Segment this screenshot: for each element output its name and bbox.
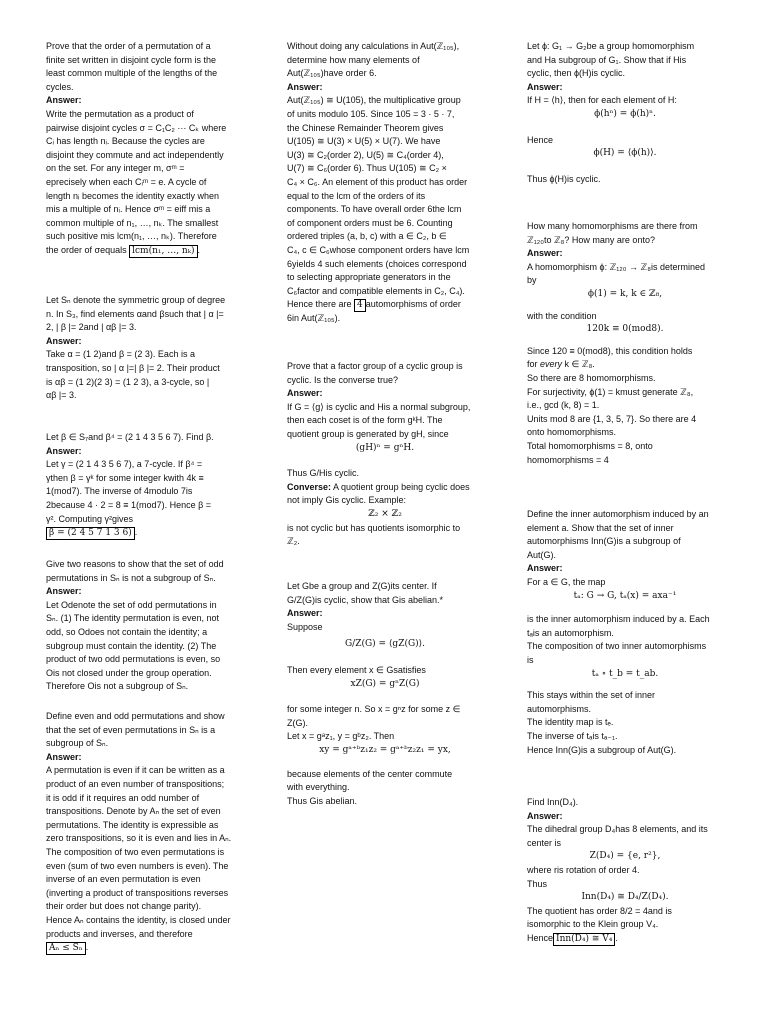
question-line: Find Inn(D₄). [527, 797, 579, 807]
question-line: Aut(ℤ₁₀₅)have order 6. [287, 68, 377, 79]
answer-line: such positive mis lcm(n₁, …, nₖ). Therefore [46, 231, 217, 242]
question-line: How many homomorphisms are there from [527, 221, 698, 231]
answer-line: the Chinese Remainder Theorem gives [287, 122, 444, 133]
question-symmetric-group-elements [46, 294, 242, 403]
question-count-homomorphisms [527, 220, 723, 467]
answer-label: Answer: [46, 95, 82, 106]
answer-line: C₄, c ∈ C₆whose component orders have lcm [287, 244, 470, 255]
answer-line: 6in Aut(ℤ₁₀₅). [287, 313, 341, 324]
final-answer-line [287, 298, 483, 312]
final-suffix: . [615, 932, 618, 943]
answer-line: homomorphisms = 4 [527, 454, 609, 465]
answer-line: Aut(ℤ₁₀₅) ≅ U(105), the multiplicative group [287, 95, 461, 106]
question-line: Prove that the order of a permutation of a [46, 41, 211, 51]
question-line: least common multiple of the lengths of the [46, 68, 218, 79]
answer-line: Let γ = (2 1 4 3 5 6 7), a 7-cycle. If β⁴ = [46, 459, 203, 470]
answer-line: equal to the lcm of the orders of its [287, 190, 426, 201]
question-inn-d4 [527, 796, 723, 946]
answer-line: Hence [527, 134, 554, 145]
answer-line: with everything. [287, 782, 350, 793]
converse-line [287, 481, 483, 495]
final-prefix: Hence there are [287, 299, 355, 310]
answer-label: Answer: [527, 81, 563, 92]
converse-text: A quotient group being cyclic does [331, 481, 470, 492]
answer-line: mis a multiple of nᵢ. Hence σᵐ = eiff mis a [46, 204, 211, 215]
question-line: Give two reasons to show that the set of odd [46, 559, 224, 569]
answer-line: If G = ⟨g⟩ is cyclic and His a normal subgroup, [287, 401, 471, 412]
answer-line: isomorphic to the Klein group V₄. [527, 919, 659, 930]
answer-line: for some integer n. So x = gⁿz for some z ∈ [287, 704, 461, 715]
answer-line: automorphisms. [527, 703, 592, 714]
question-center-abelian [287, 580, 483, 808]
answer-line: product of an even number of transpositions; [46, 778, 225, 789]
answer-line: common multiple of n₁, …, nₖ. The smallest [46, 217, 219, 228]
answer-line: U(105) ≅ U(3) × U(5) × U(7). We have [287, 136, 441, 147]
answer-line: Take α = (1 2)and β = (2 3). Each is a [46, 349, 195, 360]
answer-line: length nᵢ becomes the identity exactly when [46, 190, 220, 201]
answer-line: on the set. For any integer m, σᵐ = [46, 163, 185, 174]
answer-line: For a ∈ G, the map [527, 576, 606, 587]
answer-line: not imply Gis cyclic. Example: [287, 495, 407, 506]
display-equation: G/Z(G) = ⟨gZ(G)⟩. [344, 639, 426, 650]
answer-line: A permutation is even if it can be written as a [46, 765, 225, 776]
answer-line: Units mod 8 are {1, 3, 5, 7}. So there are 4 [527, 413, 697, 424]
answer-line: γthen β = γᵏ for some integer kwith 4k ≡ [46, 472, 204, 483]
answer-line: Write the permutation as a product of [46, 108, 194, 119]
question-line: and Ha subgroup of G₁. Show that if His [527, 54, 687, 65]
answer-line: with the condition [527, 310, 597, 321]
final-prefix: the order of σequals [46, 244, 130, 255]
answer-line: γ². Computing γ²gives [46, 513, 134, 524]
answer-line: Therefore Ois not a subgroup of Sₙ. [46, 681, 189, 692]
answer-line: zero transpositions, so it is even and lies in Aₙ. [46, 833, 232, 844]
answer-line: disjoint they commute and act independently [46, 149, 224, 160]
answer-line: U(7) ≅ C₆(order 6). Thus U(105) ≅ C₂ × [287, 163, 447, 174]
answer-line: The composition of two inner automorphisms [527, 641, 707, 652]
question-odd-permutations [46, 558, 242, 694]
boxed-answer: Aₙ ≤ Sₙ [46, 942, 86, 955]
answer-line [527, 358, 723, 372]
answer-line: products and inverses, and therefore [46, 928, 193, 939]
display-equation: 120k ≡ 0(mod8). [586, 324, 664, 335]
question-line: cycles. [46, 81, 74, 92]
question-line: 2, | β |= 2and | αβ |= 3. [46, 322, 137, 333]
answer-line: then each coset is of the form gᵏH. The [287, 415, 443, 426]
answer-line: center is [527, 837, 562, 848]
answer-line: The quotient has order 8/2 = 4and is [527, 905, 672, 916]
converse-label: Converse: [287, 481, 332, 492]
answer-line: Hence Inn(G)is a subgroup of Aut(G). [527, 744, 677, 755]
answer-label: Answer: [527, 810, 563, 821]
answer-line: So there are 8 homomorphisms. [527, 372, 656, 383]
answer-label: Answer: [46, 586, 82, 597]
answer-label: Answer: [287, 388, 323, 399]
boxed-answer: β = (2 4 5 7 1 3 6) [46, 527, 135, 540]
answer-label: Answer: [287, 81, 323, 92]
final-suffix: automorphisms of order [365, 299, 461, 310]
question-order-of-permutation [46, 40, 242, 258]
answer-line: Thus [527, 878, 548, 889]
answer-label: Answer: [46, 445, 82, 456]
answer-line: Z(G). [287, 717, 308, 728]
final-suffix: . [197, 244, 201, 255]
answer-line: because elements of the center commute [287, 768, 453, 779]
answer-line: tₐis an automorphism. [527, 627, 614, 638]
final-suffix: . [85, 942, 89, 953]
answer-line: even (sum of two even numbers is even). The [46, 860, 229, 871]
answer-line: onto homomorphisms. [527, 427, 617, 438]
final-suffix: . [134, 527, 138, 538]
answer-line: (inverting a product of transpositions reverses [46, 887, 229, 898]
question-find-beta [46, 431, 242, 540]
question-line: Let ϕ: G₁ → G₂be a group homomorphism [527, 41, 695, 51]
question-line: Define even and odd permutations and show [46, 711, 225, 721]
answer-line: A homomorphism ϕ: ℤ₁₂₀ → ℤ₈is determined [527, 261, 705, 272]
answer-line: The dihedral group D₄has 8 elements, and its [527, 824, 708, 835]
answer-line: by [527, 275, 537, 286]
answer-line: components. To have overall order 6the lcm [287, 204, 462, 215]
question-line: Define the inner automorphism induced by an [527, 509, 709, 519]
boxed-answer: Inn(D₄) ≅ V₄ [553, 933, 615, 946]
question-line: finite set written in disjoint cycle form is the [46, 54, 217, 65]
question-line: subgroup of Sₙ. [46, 738, 109, 749]
final-answer-line [46, 244, 242, 258]
answer-line: C₄ × C₆. An element of this product has order [287, 176, 468, 187]
answer-line: U(3) ≅ C₂(order 2), U(5) ≅ C₄(order 4), [287, 149, 444, 160]
answer-line: The composition of two even permutations is [46, 846, 225, 857]
answer-line: is the inner automorphism induced by a. Each [527, 614, 710, 625]
answer-line: Thus G/His cyclic. [287, 468, 360, 479]
question-line: element a. Show that the set of inner [527, 522, 674, 533]
answer-line: ℤ₂. [287, 536, 300, 547]
answer-line: transpositions. Denote by Aₙ the set of even [46, 806, 221, 817]
final-prefix: Hence [527, 932, 554, 943]
final-answer-line [46, 941, 242, 955]
answer-line: Then every element x ∈ Gsatisfies [287, 664, 426, 675]
question-homomorphism-cyclic-image [527, 40, 723, 186]
answer-line: it is odd if it requires an odd number of [46, 792, 200, 803]
answer-line: C₆factor and compatible elements in C₂, C₄). [287, 285, 465, 296]
question-line: G/Z(G)is cyclic, show that Gis abelian.* [287, 594, 444, 605]
display-equation: (gH)ⁿ = gⁿH. [355, 442, 415, 453]
answer-line: permutations. The identity is expressible as [46, 819, 219, 830]
display-equation: tₐ ∘ t_b = t_ab. [591, 668, 659, 679]
answer-line: Suppose [287, 621, 323, 632]
question-line: Let β ∈ S₇and β⁴ = (2 1 4 3 5 6 7). Find β. [46, 432, 214, 442]
question-line: Let Sₙ denote the symmetric group of degree [46, 295, 226, 305]
question-inner-automorphisms [527, 508, 723, 757]
question-line: ℤ₁₂₀to ℤ₈? How many are onto? [527, 234, 655, 245]
display-equation: ℤ₂ × ℤ₂ [368, 508, 402, 519]
answer-line: of component orders must be 6. Counting [287, 217, 453, 228]
answer-line: 6yields 4 such elements (choices correspond [287, 258, 467, 269]
answer-line: Ois not closed under the group operation. [46, 667, 212, 678]
final-answer-line [46, 526, 242, 540]
question-line: permutations in Sₙ is not a subgroup of Sₙ. [46, 572, 216, 583]
question-line: n. In S₃, find elements αand βsuch that | α |= [46, 308, 224, 319]
answer-line: Cᵢ has length nᵢ. Because the cycles are [46, 136, 205, 147]
answer-line: i.e., gcd (k, 8) = 1. [527, 400, 600, 411]
answer-line: pairwise disjoint cycles σ = C₁C₂ ··· Cₖ where [46, 122, 227, 133]
question-automorphisms-z105 [287, 40, 483, 326]
answer-line: is αβ = (1 2)(2 3) = (1 2 3), a 3-cycle, so | [46, 376, 210, 387]
text-fragment: for [527, 359, 541, 370]
answer-line: Thus ϕ(H)is cyclic. [527, 173, 601, 184]
question-line: Aut(G). [527, 549, 557, 560]
display-equation: ϕ(hⁿ) = ϕ(h)ⁿ. [594, 108, 656, 119]
answer-line: Thus Gis abelian. [287, 795, 358, 806]
answer-line: inverse of an even permutation is even [46, 874, 201, 885]
answer-line: For surjectivity, ϕ(1) = kmust generate ℤ₈, [527, 386, 694, 397]
answer-line: ordered triples (a, b, c) with a ∈ C₂, b ∈ [287, 231, 447, 242]
answer-line: Hence Aₙ contains the identity, is closed under [46, 914, 231, 925]
emphasis: every [540, 359, 563, 370]
boxed-answer: 4 [354, 299, 366, 312]
question-even-permutations [46, 710, 242, 955]
answer-line: eprecisely when each Cᵢᵐ = e. A cycle of [46, 176, 207, 187]
answer-line: where ris rotation of order 4. [527, 864, 640, 875]
answer-label: Answer: [46, 751, 82, 762]
boxed-answer: lcm(n₁, …, nₖ) [129, 245, 197, 258]
answer-line: to selecting appropriate generators in the [287, 272, 451, 283]
answer-label: Answer: [287, 608, 323, 619]
answer-line: of units modulo 105. Since 105 = 3 · 5 · 7, [287, 108, 455, 119]
question-line: Without doing any calculations in Aut(ℤ₁₀₅), [287, 41, 460, 51]
answer-line: transposition, so | α |=| β |= 2. Their product [46, 362, 220, 373]
question-line: determine how many elements of [287, 54, 420, 65]
display-equation: tₐ: G → G, tₐ(x) = axa⁻¹ [573, 590, 677, 601]
display-equation: xZ(G) = gⁿZ(G) [350, 678, 420, 689]
answer-line: their order but does not change parity). [46, 901, 202, 912]
text-fragment: k ∈ ℤ₈. [562, 359, 595, 370]
question-line: cyclic, then ϕ(H)is cyclic. [527, 68, 626, 79]
question-line: that the set of even permutations in Sₙ is a [46, 724, 216, 735]
answer-line: 2because 4 · 2 = 8 ≡ 1(mod7). Hence β = [46, 499, 212, 510]
display-equation: xy = gᵃ⁺ᵇz₁z₂ = gᵃ⁺ᵇz₂z₁ = yx, [319, 744, 451, 755]
answer-line: Let x = gᵃz₁, y = gᵇz₂. Then [287, 731, 395, 742]
answer-line: The inverse of tₐis tₐ₋₁. [527, 730, 618, 741]
question-line: Let Gbe a group and Z(G)its center. If [287, 581, 437, 591]
answer-label: Answer: [527, 563, 563, 574]
answer-line: subgroup must contain the identity. (2) The [46, 640, 217, 651]
answer-line: Let Odenote the set of odd permutations in [46, 599, 217, 610]
final-answer-line [527, 932, 723, 946]
answer-line: Sₙ. (1) The identity permutation is even, not [46, 613, 220, 624]
display-equation: Inn(D₄) ≅ D₄/Z(D₄). [581, 892, 669, 903]
question-line: cyclic. Is the converse true? [287, 374, 399, 385]
answer-line: Since 120 ≡ 0(mod8), this condition holds [527, 345, 693, 356]
answer-line: is [527, 654, 534, 665]
answer-line: quotient group is generated by gH, since [287, 428, 449, 439]
answer-line: This stays within the set of inner [527, 690, 656, 701]
display-equation: Z(D₄) = {e, r²}, [589, 851, 661, 862]
answer-line: odd, so Odoes not contain the identity; a [46, 626, 208, 637]
question-line: Prove that a factor group of a cyclic group is [287, 361, 463, 371]
display-equation: ϕ(H) = ⟨ϕ(h)⟩. [593, 148, 657, 159]
answer-line: Total homomorphisms = 8, onto [527, 440, 653, 451]
answer-line: The identity map is tₑ. [527, 717, 614, 728]
answer-line: 1(mod7). The inverse of 4modulo 7is [46, 486, 193, 497]
display-equation: ϕ(1) = k, k ∈ ℤ₈, [587, 288, 663, 299]
answer-line: αβ |= 3. [46, 390, 77, 401]
answer-line: is not cyclic but has quotients isomorphic to [287, 522, 461, 533]
answer-line: product of two odd permutations is even, so [46, 654, 221, 665]
question-line: automorphisms Inn(G)is a subgroup of [527, 536, 681, 547]
answer-line: If H = ⟨h⟩, then for each element of H: [527, 95, 677, 106]
answer-label: Answer: [46, 335, 82, 346]
answer-label: Answer: [527, 248, 563, 259]
question-factor-group-cyclic [287, 360, 483, 549]
